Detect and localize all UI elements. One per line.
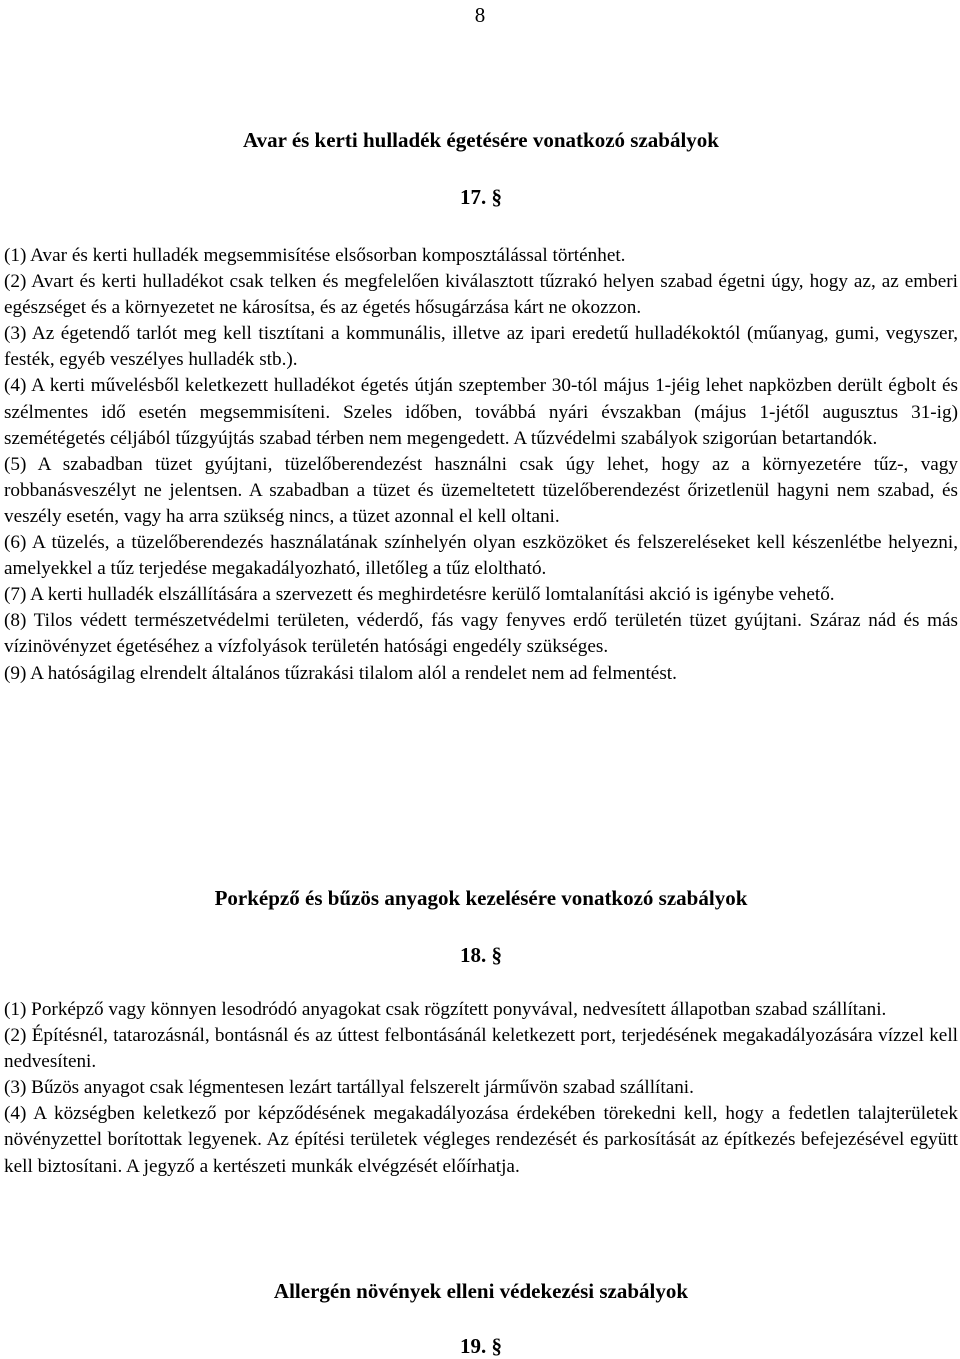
section-17-number-block bbox=[4, 184, 958, 210]
section-17-heading-block bbox=[4, 127, 958, 153]
section-17-paragraph-8: (8) Tilos védett természetvédelmi területen, véderdő, fás vagy fenyves erdő területén tüzet gyújtani. Száraz nád és más vízinövényzet égetéséhez a vízfolyások területén hatósági engedély szükséges. bbox=[4, 610, 958, 658]
section-18-paragraph-4: (4) A községben keletkező por képződésének megakadályozása érdekében törekedni kell, hogy a fedetlen talajterületek növényzettel borítottak legyenek. Az építési területek végleges rendezését és parkosítását az építkezés befejezésével együtt kell biztosítani. A jegyző a kertészeti munkák elvégzését előírhatja. bbox=[4, 1103, 958, 1177]
page-number: 8 bbox=[474, 3, 486, 27]
section-19-number: 19. § bbox=[460, 1334, 502, 1358]
section-19-number-block bbox=[4, 1333, 958, 1359]
section-17-number: 17. § bbox=[460, 185, 502, 209]
section-17-paragraph-4: (4) A kerti művelésből keletkezett hulladékot égetés útján szeptember 30-tól május 1-jéig lehet napközben derült égbolt és szélmentes idő esetén megsemmisíteni. Szeles időben, továbbá nyári évszakban (május 1-jétől augusztus 31-ig) szemétégetés céljából tűzgyújtás szabad térben nem megengedett. A tűzvédelmi szabályok szigorúan betartandók. bbox=[4, 375, 958, 449]
section-17-paragraph-1: (1) Avar és kerti hulladék megsemmisítése elsősorban komposztálással történhet. bbox=[4, 245, 626, 266]
section-17-paragraph-7: (7) A kerti hulladék elszállítására a szervezett és meghirdetésre kerülő lomtalanítási akció is igénybe vehető. bbox=[4, 584, 835, 606]
section-18-title: Porképző és bűzös anyagok kezelésére vonatkozó szabályok bbox=[214, 886, 748, 910]
section-18-number-block bbox=[4, 942, 958, 968]
section-19-heading-block bbox=[4, 1278, 958, 1304]
section-18-heading-block bbox=[4, 885, 958, 911]
section-18-paragraph-2: (2) Építésnél, tatarozásnál, bontásnál és az úttest felbontásánál keletkezett port, terjedésének megakadályozására vízzel kell nedvesíteni. bbox=[4, 1025, 958, 1073]
section-17-paragraph-2: (2) Avart és kerti hulladékot csak telken és megfelelően kiválasztott tűzrakó helyen szabad égetni úgy, hogy az, az emberi egészséget és a környezetet ne károsítsa, és az égetés hősugárzása kárt ne okozzon. bbox=[4, 271, 958, 319]
section-17-body bbox=[4, 243, 958, 687]
section-17-paragraph-6: (6) A tüzelés, a tüzelőberendezés használatának színhelyén olyan eszközöket és felszereléseket kell készenlétbe helyezni, amelyekkel a tűz terjedése megakadályozható, illetőleg a tűz eloltható. bbox=[4, 532, 958, 580]
section-17-paragraph-5: (5) A szabadban tüzet gyújtani, tüzelőberendezést használni csak úgy lehet, hogy az a környezetére tűz-, vagy robbanásveszélyt ne jelentsen. A szabadban a tüzet és üzemeltetett tüzelőberendezést őrizetlenül hagyni nem szabad, és veszély esetén, vagy ha arra szükség nincs, a tüzet azonnal el kell oltani. bbox=[4, 453, 958, 527]
section-18-paragraph-3: (3) Bűzös anyagot csak légmentesen lezárt tartállyal felszerelt járművön szabad szállítani. bbox=[4, 1077, 694, 1099]
section-18-body bbox=[4, 997, 958, 1180]
section-18-number: 18. § bbox=[460, 943, 502, 967]
section-17-title: Avar és kerti hulladék égetésére vonatkozó szabályok bbox=[243, 128, 719, 152]
section-18-paragraph-1: (1) Porképző vagy könnyen lesodródó anyagokat csak rögzített ponyvával, nedvesített állapotban szabad szállítani. bbox=[4, 999, 887, 1020]
section-17-paragraph-3: (3) Az égetendő tarlót meg kell tisztítani a kommunális, illetve az ipari eredetű hulladékoktól (műanyag, gumi, vegyszer, festék, egyéb veszélyes hulladék stb.). bbox=[4, 323, 958, 371]
section-17-paragraph-9: (9) A hatóságilag elrendelt általános tűzrakási tilalom alól a rendelet nem ad felmentést. bbox=[4, 662, 677, 684]
section-19-title: Allergén növények elleni védekezési szabályok bbox=[273, 1279, 689, 1303]
